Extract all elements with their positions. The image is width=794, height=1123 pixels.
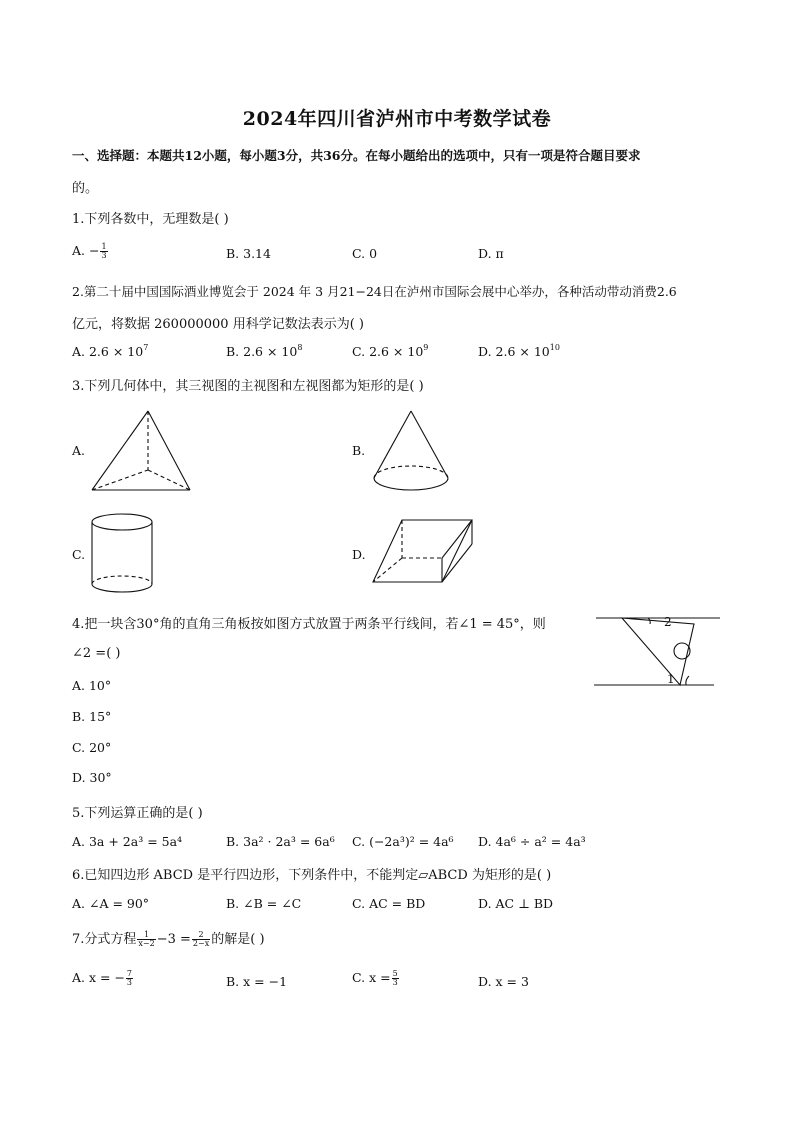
q2-option-d — [478, 344, 560, 359]
q2-option-b — [226, 344, 302, 359]
fraction-numerator: 5 — [392, 969, 398, 978]
q7-option-a-prefix: A. x = − — [72, 970, 125, 985]
q2-option-a-base: A. 2.6 × 10 — [72, 344, 144, 359]
q6-option-d: D. AC ⊥ BD — [478, 896, 554, 911]
q4-stem-line2: ∠2 =( ) — [72, 646, 121, 661]
section-instructions-line1: 一、选择题：本题共12小题，每小题3分，共36分。在每小题给出的选项中，只有一项是符合题目要求 — [72, 148, 641, 163]
cone-figure — [370, 408, 456, 494]
q2-option-c — [352, 344, 428, 359]
q2-option-b-exponent: 8 — [297, 343, 303, 352]
cylinder-figure — [88, 510, 158, 596]
q7-fraction-left — [137, 931, 155, 948]
q1-option-a — [72, 243, 109, 260]
q1-option-c: C. 0 — [352, 246, 378, 261]
q3-option-b-label: B. — [352, 443, 366, 458]
q7-option-a — [72, 970, 134, 987]
fraction-denominator: x−2 — [138, 939, 155, 948]
fraction-denominator: 3 — [392, 978, 398, 987]
q3-option-a-label: A. — [72, 443, 86, 458]
q4-option-c: C. 20° — [72, 740, 112, 755]
angle-label-1: 1 — [667, 672, 675, 686]
fraction-numerator: 1 — [101, 242, 107, 251]
exam-title: 2024年四川省泸州市中考数学试卷 — [242, 108, 552, 130]
q7-fraction-right — [192, 931, 210, 948]
q5-stem: 5.下列运算正确的是( ) — [72, 806, 203, 821]
q5-option-c: C. (−2a³)² = 4a⁶ — [352, 834, 454, 849]
q5-option-a: A. 3a + 2a³ = 5a⁴ — [72, 834, 183, 849]
q7-stem — [72, 928, 265, 948]
fraction-denominator: 2−x — [192, 939, 210, 948]
section-instructions-line2: 的。 — [72, 181, 99, 196]
q4-option-d: D. 30° — [72, 770, 112, 785]
angle-label-2: 2 — [664, 615, 672, 629]
q2-option-c-base: C. 2.6 × 10 — [352, 344, 424, 359]
q7-stem-prefix: 7.分式方程 — [72, 932, 137, 947]
fraction-denominator: 3 — [101, 251, 107, 260]
q2-option-c-exponent: 9 — [423, 343, 429, 352]
q2-option-a — [72, 344, 148, 359]
q3-option-c-label: C. — [72, 547, 86, 562]
q7-option-d: D. x = 3 — [478, 974, 529, 989]
fraction-numerator: 7 — [126, 969, 133, 978]
q1-option-a-prefix: A. − — [72, 243, 100, 258]
q2-option-b-base: B. 2.6 × 10 — [226, 344, 298, 359]
q2-stem-line1: 2.第二十届中国国际酒业博览会于 2024 年 3 月21−24日在泸州市国际会展中心举办，各种活动带动消费2.6 — [72, 284, 677, 299]
q4-option-b: B. 15° — [72, 709, 112, 724]
q6-option-b: B. ∠B = ∠C — [226, 896, 302, 911]
q6-stem: 6.已知四边形 ABCD 是平行四边形，下列条件中，不能判定▱ABCD 为矩形的是( ) — [72, 868, 552, 883]
q1-option-a-fraction — [100, 243, 107, 260]
fraction-numerator: 1 — [137, 931, 155, 940]
q7-option-c-prefix: C. x = — [352, 970, 391, 985]
q1-stem: 1.下列各数中，无理数是( ) — [72, 212, 229, 227]
q4-option-a: A. 10° — [72, 678, 112, 693]
q6-option-c: C. AC = BD — [352, 896, 426, 911]
q7-option-b: B. x = −1 — [226, 974, 288, 989]
q5-option-d: D. 4a⁶ ÷ a² = 4a³ — [478, 834, 586, 849]
q7-option-c-fraction — [392, 970, 399, 987]
triangle-ruler-figure — [590, 610, 722, 692]
q3-stem: 3.下列几何体中，其三视图的主视图和左视图都为矩形的是( ) — [72, 379, 424, 394]
q7-option-a-fraction — [126, 970, 133, 987]
q7-option-c — [352, 970, 400, 987]
q6-option-a: A. ∠A = 90° — [72, 896, 150, 911]
q7-stem-suffix: 的解是( ) — [211, 932, 265, 947]
q4-stem-line1: 4.把一块含30°角的直角三角板按如图方式放置于两条平行线间，若∠1 = 45°，则 — [72, 617, 546, 632]
q1-option-b: B. 3.14 — [226, 246, 271, 261]
q5-option-b: B. 3a² · 2a³ = 6a⁶ — [226, 834, 335, 849]
q1-option-d: D. π — [478, 246, 504, 261]
prism-figure — [370, 516, 478, 588]
q3-option-d-label: D. — [352, 547, 366, 562]
q2-option-a-exponent: 7 — [143, 343, 149, 352]
q2-option-d-base: D. 2.6 × 10 — [478, 344, 550, 359]
fraction-denominator: 3 — [126, 978, 133, 987]
q2-option-d-exponent: 10 — [549, 343, 560, 352]
q2-stem-line2: 亿元，将数据 260000000 用科学记数法表示为( ) — [72, 317, 364, 332]
fraction-numerator: 2 — [192, 931, 210, 940]
q7-stem-middle: −3 = — [156, 932, 191, 947]
pyramid-figure — [88, 408, 194, 494]
